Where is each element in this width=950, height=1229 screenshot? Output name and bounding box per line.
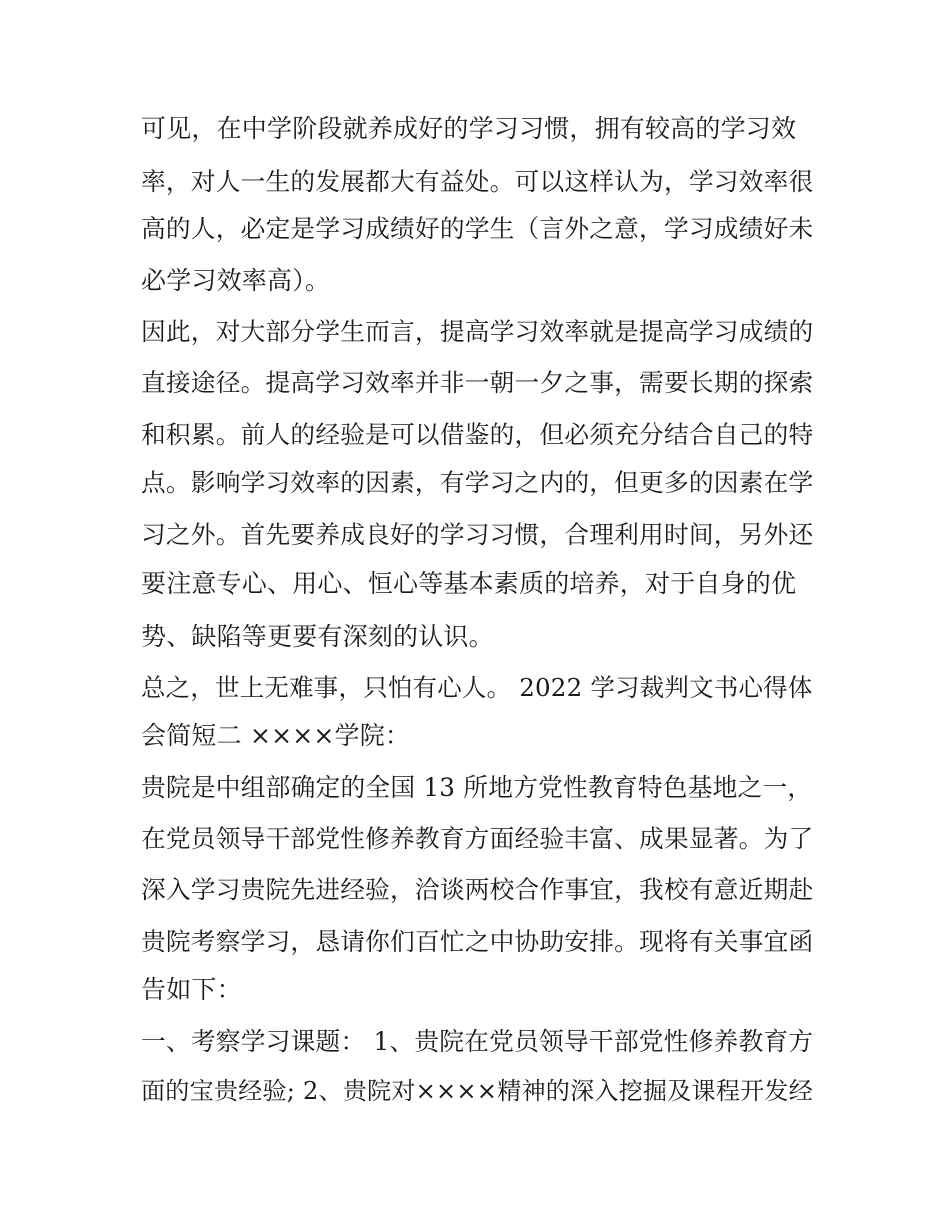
text-line: 要注意专心、用心、恒心等基本素质的培养，对于自身的优 [141,569,797,598]
text-line: 告如下： [141,975,242,1004]
text-line: 面的宝贵经验; 2、贵院对××××精神的深入挖掘及课程开发经 [141,1077,814,1105]
text-line: 直接途径。提高学习效率并非一朝一夕之事，需要长期的探索 [141,368,814,397]
text-line: 高的人，必定是学习成绩好的学生（言外之意，学习成绩好未 [141,214,814,243]
text-line: 必学习效率高）。 [141,266,331,295]
text-line: 深入学习贵院先进经验，洽谈两校合作事宜，我校有意近期赴 [141,875,814,904]
text-line: 总之，世上无难事，只怕有心人。 2022 学习裁判文书心得体 [141,673,813,702]
text-line: 习之外。首先要养成良好的学习习惯，合理利用时间，另外还 [141,520,814,549]
text-line: 因此，对大部分学生而言，提高学习效率就是提高学习成绩的 [141,317,814,346]
text-line: 贵院考察学习，恳请你们百忙之中协助安排。现将有关事宜函 [141,927,814,956]
text-line: 会简短二 ××××学院： [141,721,411,750]
text-line: 贵院是中组部确定的全国 13 所地方党性教育特色基地之一， [141,773,813,802]
text-line: 一、考察学习课题： 1、贵院在党员领导干部党性修养教育方 [141,1027,814,1056]
text-line: 和积累。前人的经验是可以借鉴的，但必须充分结合自己的特 [141,420,814,449]
text-line: 在党员领导干部党性修养教育方面经验丰富、成果显著。为了 [141,824,814,853]
text-line: 率，对人一生的发展都大有益处。可以这样认为，学习效率很 [141,167,814,196]
text-line: 势、缺陷等更要有深刻的认识。 [141,622,494,651]
text-line: 可见，在中学阶段就养成好的学习习惯，拥有较高的学习效 [141,114,797,143]
text-line: 点。影响学习效率的因素，有学习之内的，但更多的因素在学 [141,468,814,497]
